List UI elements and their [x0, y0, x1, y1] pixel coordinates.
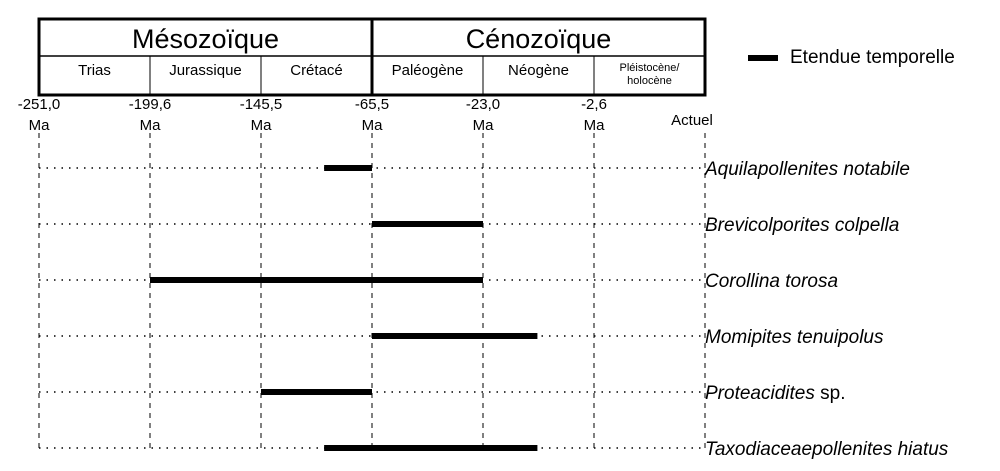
taxon-label: Proteacidites sp. [705, 383, 846, 404]
period-label: Trias [78, 62, 111, 79]
taxon-row [39, 159, 910, 180]
timescale-header [39, 19, 705, 95]
taxon-label: Taxodiaceaepollenites hiatus [705, 439, 949, 460]
period-label: Néogène [508, 62, 569, 79]
tick-label: -251,0 Ma [17, 96, 61, 134]
period-label: Jurassique [169, 62, 242, 79]
taxon-row [39, 327, 884, 348]
legend-label: Etendue temporelle [790, 47, 955, 68]
taxon-row [39, 215, 899, 236]
taxon-row [39, 383, 845, 404]
period-label: Paléogène [391, 62, 464, 79]
taxon-label: Aquilapollenites notabile [705, 159, 910, 180]
era-label: Mésozoïque [131, 24, 280, 54]
tick-label: -145,5 Ma [239, 96, 283, 134]
taxon-row [39, 271, 838, 292]
tick-label: -199,6 Ma [128, 96, 172, 134]
legend [748, 47, 955, 68]
tick-label: Actuel [671, 112, 713, 129]
tick-label: -65,5 Ma [354, 96, 390, 134]
period-label: Crétacé [290, 62, 343, 79]
period-label: Pléistocène/ holocène [619, 62, 680, 87]
taxon-rows [39, 159, 949, 460]
taxon-label: Momipites tenuipolus [705, 327, 884, 348]
tick-label: -23,0 Ma [465, 96, 501, 134]
taxon-row [39, 439, 949, 460]
taxon-label: Corollina torosa [705, 271, 839, 292]
tick-label: -2,6 Ma [581, 96, 607, 134]
taxon-label: Brevicolporites colpella [705, 215, 900, 236]
timescale-guides [39, 133, 705, 452]
era-label: Cénozoïque [465, 24, 612, 54]
tick-labels [18, 96, 713, 134]
